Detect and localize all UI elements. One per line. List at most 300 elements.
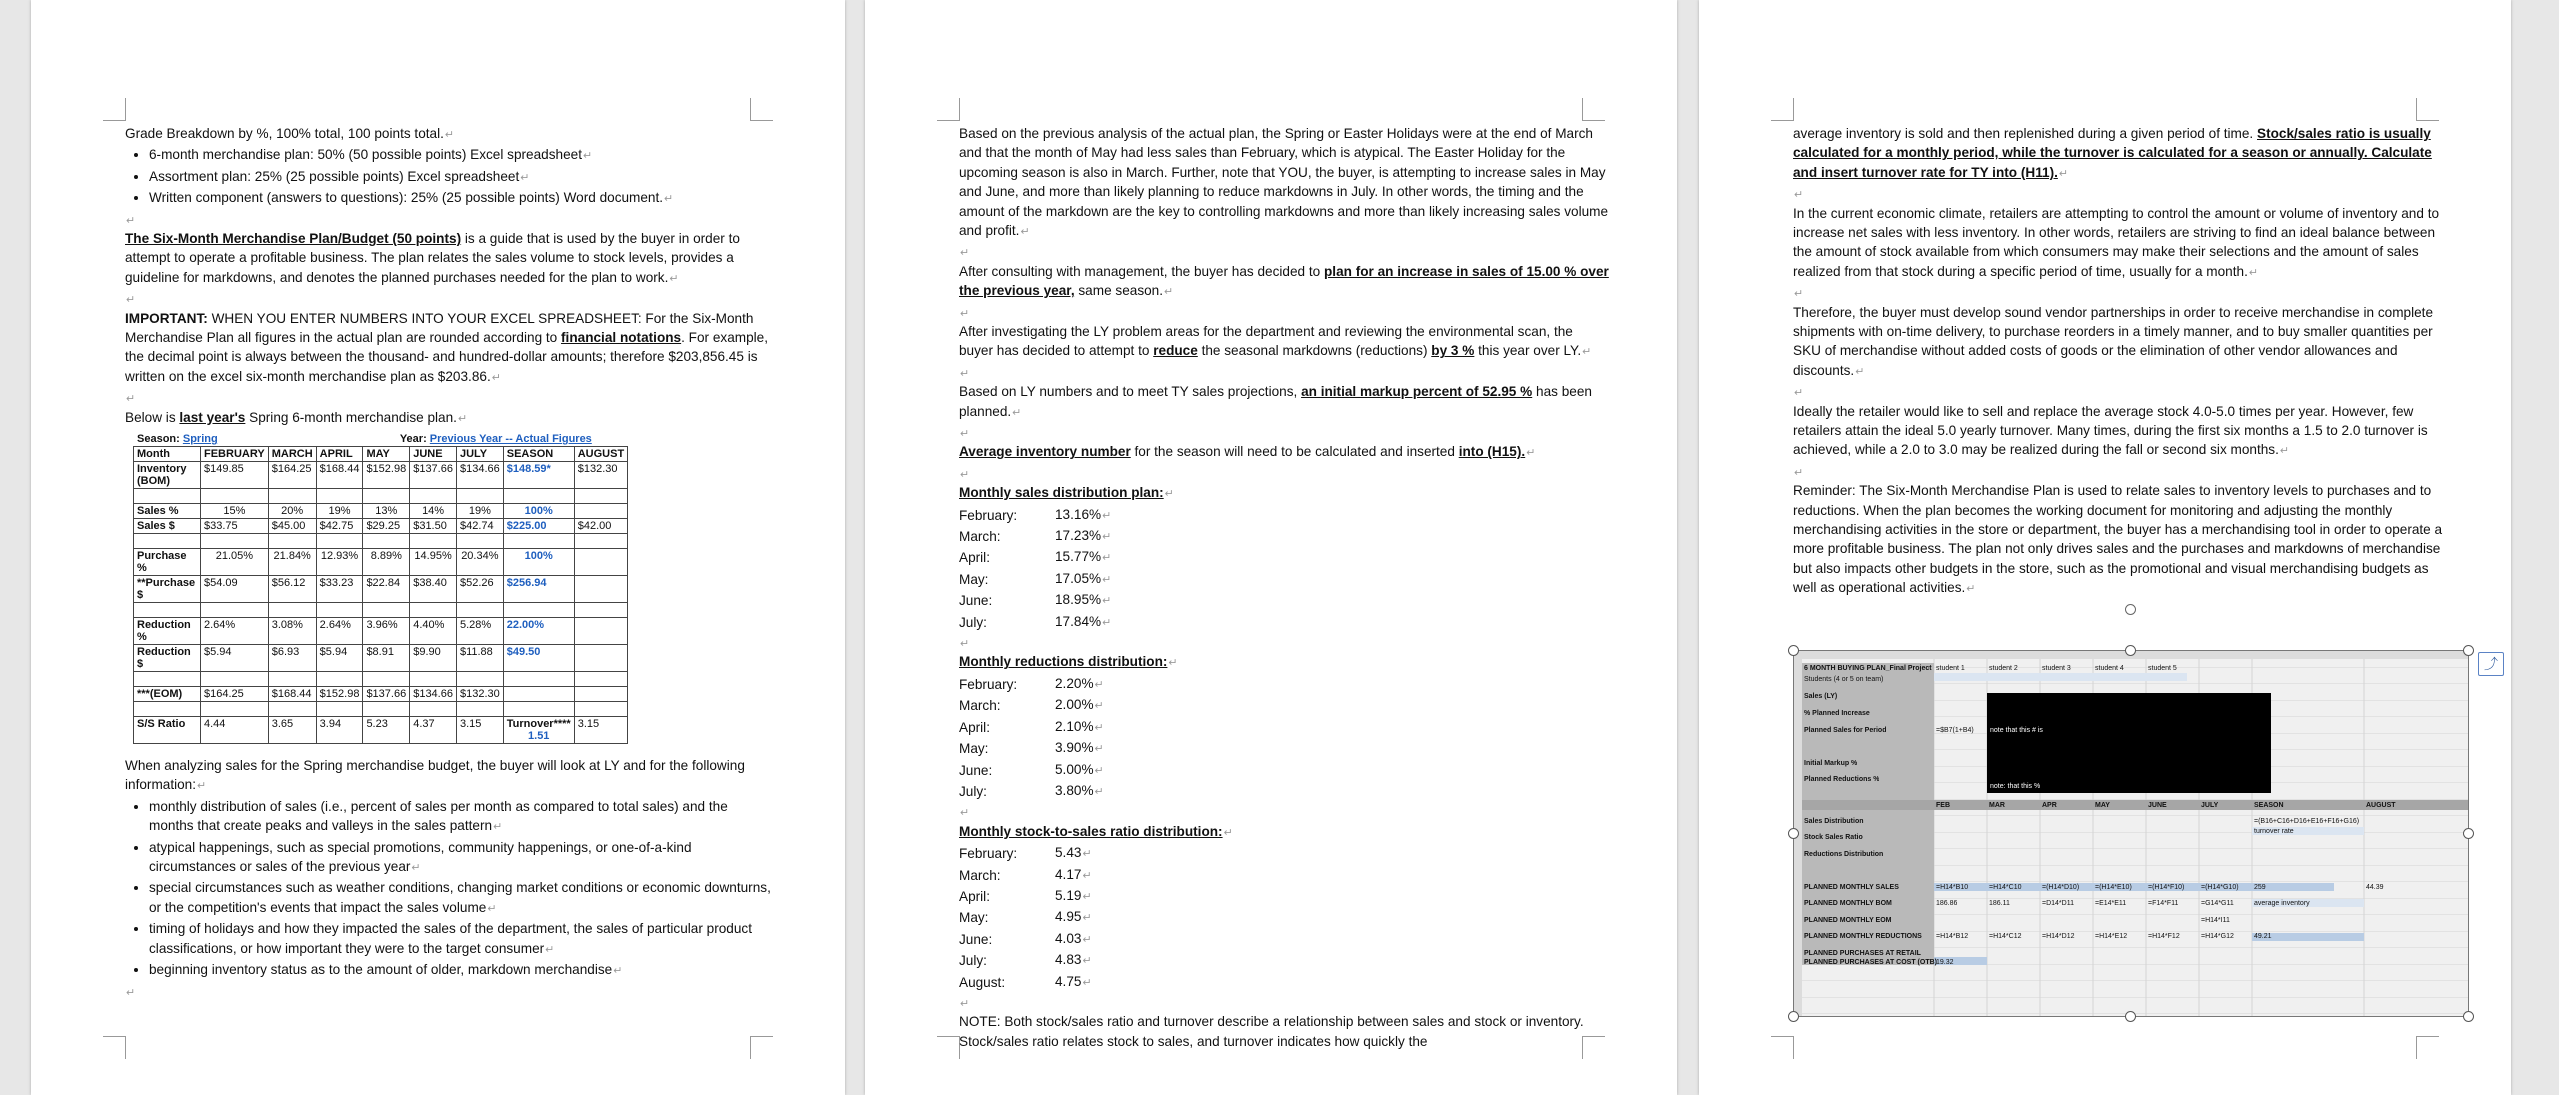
resize-handle[interactable] [2125, 1011, 2136, 1022]
table-cell: $42.00 [574, 519, 627, 534]
table-cell: 21.84% [268, 549, 316, 576]
excel-month-header: SEASON [2254, 802, 2284, 809]
table-cell: 8.89% [363, 549, 410, 576]
list-item [959, 886, 1092, 907]
table-cell [503, 687, 574, 702]
excel-row-label: Sales (LY) [1804, 693, 1838, 700]
excel-cell: =G14*G11 [2201, 900, 2234, 907]
vendor-paragraph: Therefore, the buyer must develop sound vendor partnerships in order to receive merchandise in complete shipments with on-time delivery, to purchase reorders in a timely manner, and to buy smaller quantities per SKU of merchandise without added costs of goods or the elimination of other vendor allowances and discounts.↵ [1793, 304, 2434, 378]
analysis-paragraph: Based on the previous analysis of the actual plan, the Spring or Easter Holidays were at the end of March and that the month of May had less sales than February, which is atypical. The Easter Holiday for the upcoming season is also in March. Further, note that YOU, the buyer, is attempting to increase sales in May and June, and more than likely planning to reduce markdowns in July. In other words, the timing and the amount of the markdown are the key to controlling markdowns and more than likely increasing sales volume and profit.↵ [959, 126, 1609, 239]
resize-handle[interactable] [1788, 645, 1799, 656]
dist-value-text: 3.90% [1055, 740, 1094, 756]
excel-cell: average inventory [2254, 900, 2310, 907]
table-cell: 14% [410, 504, 457, 519]
table-cell: $5.94 [201, 645, 269, 672]
dist-value: 5.00%↵ [1055, 761, 1104, 777]
table-cell [574, 618, 627, 645]
table-cell: 3.15 [456, 717, 503, 744]
stock-sales-ratio-list [959, 843, 1092, 993]
table-cell [268, 603, 316, 618]
excel-cell: =(H14*E10) [2095, 884, 2132, 891]
dist-value: 17.84%↵ [1055, 613, 1112, 629]
table-cell [316, 489, 363, 504]
excel-title: 6 MONTH BUYING PLAN_Final Project [1804, 665, 1932, 672]
below-paragraph: Below is last year's Spring 6-month merchandise plan.↵ [125, 409, 468, 425]
dist-value: 5.19↵ [1055, 887, 1092, 903]
excel-row-label: PLANNED PURCHASES AT RETAIL [1804, 950, 1921, 957]
excel-student: student 5 [2148, 665, 2177, 672]
excel-cell: =(H14*G10) [2201, 884, 2239, 891]
table-cell: 2.64% [201, 618, 269, 645]
table-cell [134, 603, 201, 618]
crop-mark [937, 98, 960, 121]
excel-formula: =$B7(1+B4) [1936, 727, 1974, 734]
document-page-3 [1699, 0, 2511, 1095]
excel-cell: =H14*B10 [1936, 884, 1969, 891]
table-cell: $29.25 [363, 519, 410, 534]
list-item [959, 717, 1104, 738]
table-cell [316, 603, 363, 618]
dist-value: 4.95↵ [1055, 909, 1092, 925]
table-cell: $8.91 [363, 645, 410, 672]
reductions-dist-title: Monthly reductions distribution:↵ [959, 654, 1178, 670]
dist-value-text: 18.95% [1055, 592, 1102, 608]
table-row [134, 717, 628, 744]
dist-month: March: [959, 529, 1001, 545]
excel-month-header: APR [2042, 802, 2057, 809]
table-cell [574, 603, 627, 618]
table-cell: $225.00 [503, 519, 574, 534]
document-page-2 [865, 0, 1677, 1095]
dist-value-text: 13.16% [1055, 506, 1102, 522]
dist-value: 2.10%↵ [1055, 718, 1104, 734]
excel-cell: =H14*B12 [1936, 933, 1969, 940]
page-1-body[interactable]: Grade Breakdown by %, 100% total, 100 points total.↵ • 6-month merchandise plan: 50% (50 possible points) Excel spreadsheet↵ • Assortment plan: 25% (25 possible points) Excel spreadsheet↵ • Written component (answers to questions): 25% (25 possible points) Word document.↵ ↵ The Six-Month Merchandise Plan/Budget (50 points) is a guide that is used by the buyer in order to attempt to operate a profitable business. The plan relates the sales volume to stock levels, provides a guideline for markdowns, and denotes the planned purchases needed for the plan to work.↵ ↵ IMPORTANT: WHEN YOU ENTER NUMBERS INTO YOUR EXCEL SPREADSHEET: For the Six-Month Merchandise Plan all figures in the actual plan are rounded according to financial notations. For example, the decimal point is always between the thousand- and hundred-dollar amounts; therefore $203,856.45 is written on the excel six-month merchandise plan as $203.86.↵ ↵ Below is last year's Spring 6-month merchandise plan.↵ Season: Spring Year: Previous Year -- Actual Figures Month FEBRUARY MARCH APRIL MAY JUNE JULY SEASON AUGUST Inventory (BOM) $149.85 $164.25 $168.44 $152.98 $137.66 $134.66 $148.59* $132.30 Sales % 15% 20% 19% 13% 14% 19% 100% Sales $ $33.75 $45.00 $42.75 $29.25 $31.50 $42.74 $225.00 $42.00 Purchase % 21.05% 21.84% 12.93% 8.89% 14.95% 20.34% 100% **Purchase $ $54.09 $56.12 $33.23 $22.84 $38.40 $52.26 $256.94 Reduction % 2.64% 3.08% 2.64% 3.96% 4.40% 5.28% 22.00% Reduction $ $5.94 $6.93 $5.94 $8.91 $9.90 $11.88 $49.50 ***(EOM) $164.25 $168.44 $152.98 $137.66 $134.66 $132.30 S/S Ratio 4.44 3.65 3.94 5.23 4.37 3.15 Turnover**** 1.51 3.15 When analyzing sales for the Spring merchandise budget, the buyer will look at LY and for the following information:↵ • monthly distribution of sales (i.e., percent of sales per month as compared to total sales) and the months that create peaks and valleys in the sales pattern↵ • atypical happenings, such as special promotions, community happenings, or one-of-a-kind circumstances or sales of the previous year↵ • special circumstances such as weather conditions, changing market conditions or economic downturns, or the competition's events that impact the sales volume↵ • timing of holidays and how they impacted the sales of the department, the sales of particular product classifications, or how important they were to the target consumer↵ • beginning inventory status as to the amount of older, markdown merchandise↵ ↵ [125, 124, 775, 1003]
resize-handle[interactable] [2463, 1011, 2474, 1022]
table-cell [574, 504, 627, 519]
table-header-cell: FEBRUARY [201, 447, 269, 462]
list-item: • 6-month merchandise plan: 50% (50 possible points) Excel spreadsheet↵ [149, 145, 775, 166]
table-cell: 20.34% [456, 549, 503, 576]
table-header-cell: Month [134, 447, 201, 462]
table-cell: Purchase % [134, 549, 201, 576]
crop-mark [750, 1036, 773, 1059]
table-row [134, 702, 628, 717]
document-page-1 [31, 0, 845, 1095]
table-cell [363, 534, 410, 549]
dist-value-text: 17.23% [1055, 528, 1102, 544]
excel-row-label: Stock Sales Ratio [1804, 834, 1863, 841]
table-row [134, 645, 628, 672]
table-cell [456, 672, 503, 687]
table-cell [574, 645, 627, 672]
dist-month: June: [959, 593, 993, 609]
table-cell: $33.75 [201, 519, 269, 534]
page-3-body[interactable]: average inventory is sold and then replenished during a given period of time. Stock/sales ratio is usually calculated for a monthly period, while the turnover is calculated for a season or annually. Calculate and insert turnover rate for TY into (H11).↵ ↵ In the current economic climate, retailers are attempting to control the amount or volume of inventory and to increase net sales with less inventory. In other words, retailers are striving to find an ideal balance between the amount of stock available from which consumers may make their selections and the amount of sales realized from that stock during a specific period of time, usually for a month.↵ ↵ Therefore, the buyer must develop sound vendor partnerships in order to receive merchandise in complete shipments with on-time delivery, to purchase reorders in a timely manner, and to buy smaller quantities per SKU of merchandise without added costs of goods or the elimination of other vendor allowances and discounts.↵ ↵ Ideally the retailer would like to sell and replace the average stock 4.0-5.0 times per year. However, few retailers attain the ideal 5.0 yearly turnover. Many times, during the first six months a 1.5 to 2.0 turnover is achieved, while a 2.0 to 3.0 may be realized during the fall or second six months.↵ ↵ Reminder: The Six-Month Merchandise Plan is used to relate sales to inventory levels to purchases and to reductions. When the plan becomes the working document for monitoring and adjusting the monthly merchandising activities in the store or department, the buyer has a merchandising tool in order to operate a more profitable business. The plan not only drives sales and the purchases and markdowns of merchandise but also impacts other budgets in the store, such as the promotional and visual merchandising budgets as well as operational activities.↵ [1793, 124, 2443, 600]
table-cell: $9.90 [410, 645, 457, 672]
page-2-body[interactable]: Based on the previous analysis of the actual plan, the Spring or Easter Holidays were at the end of March and that the month of May had less sales than February, which is atypical. The Easter Holiday for the upcoming season is also in March. Further, note that YOU, the buyer, is attempting to increase sales in May and June, and more than likely planning to reduce markdowns in July. In other words, the timing and the amount of the markdown are the key to controlling markdowns and more than likely increasing sales volume and profit.↵ ↵ After consulting with management, the buyer has decided to plan for an increase in sales of 15.00 % over the previous year, same season.↵ ↵ After investigating the LY problem areas for the department and reviewing the environmental scan, the buyer has decided to attempt to reduce the seasonal markdowns (reductions) by 3 % this year over LY.↵ ↵ Based on LY numbers and to meet TY sales projections, an initial markup percent of 52.95 % has been planned.↵ ↵ Average inventory number for the season will need to be calculated and inserted into (H15).↵ ↵ Monthly sales distribution plan:↵ February: 13.16%↵ March: 17.23%↵ April: 15.77%↵ May: 17.05%↵ June: 18.95%↵ July: 17.84%↵ ↵ Monthly reductions distribution:↵ February: 2.20%↵ March: 2.00%↵ April: 2.10%↵ May: 3.90%↵ June: 5.00%↵ July: 3.80%↵ ↵ Monthly stock-to-sales ratio distribution:↵ February: 5.43↵ March: 4.17↵ April: 5.19↵ May: 4.95↵ June: 4.03↵ July: 4.83↵ August: 4.75↵ ↵ NOTE: Both stock/sales ratio and turnover describe a relationship between sales and stock or inventory. Stock/sales ratio relates stock to sales, and turnover indicates how quickly the [959, 124, 1609, 1051]
table-cell [574, 702, 627, 717]
table-cell [410, 672, 457, 687]
excel-cell: 19.32 [1936, 959, 1954, 966]
crop-mark [2416, 98, 2439, 121]
excel-cell: =E14*E11 [2095, 900, 2127, 907]
table-row [134, 549, 628, 576]
list-item [959, 950, 1092, 971]
excel-student: student 4 [2095, 665, 2124, 672]
table-cell: $164.25 [268, 462, 316, 489]
grade-list [125, 145, 775, 209]
excel-note: note: that this % [1990, 783, 2041, 790]
table-cell [268, 702, 316, 717]
table-cell [456, 603, 503, 618]
ideal-turnover-paragraph: Ideally the retailer would like to sell and replace the average stock 4.0-5.0 times per year. However, few retailers attain the ideal 5.0 yearly turnover. Many times, during the first six months a 1.5 to 2.0 turnover is achieved, while a 2.0 to 3.0 may be realized during the fall or second six months.↵ [1793, 403, 2428, 458]
table-cell: 100% [503, 504, 574, 519]
excel-cell: =F14*F11 [2148, 900, 2179, 907]
table-cell: 3.15 [574, 717, 627, 744]
sales-increase-paragraph: After consulting with management, the buyer has decided to plan for an increase in sales of 15.00 % over the previous year, same season.↵ [959, 263, 1609, 299]
table-cell: 22.00% [503, 618, 574, 645]
table-cell: $54.09 [201, 576, 269, 603]
table-cell: S/S Ratio [134, 717, 201, 744]
table-cell [503, 489, 574, 504]
excel-month-header: JULY [2201, 802, 2219, 809]
smp-paragraph: The Six-Month Merchandise Plan/Budget (50 points) is a guide that is used by the buyer in order to attempt to operate a profitable business. The plan relates the sales volume to stock levels, provides a guideline for markdowns, and denotes the planned purchases needed for the plan to work.↵ [125, 231, 740, 285]
list-item: • timing of holidays and how they impacted the sales of the department, the sales of particular product classifications, or how important they were to the target consumer↵ [149, 919, 775, 960]
table-row [134, 519, 628, 534]
table-cell: $6.93 [268, 645, 316, 672]
excel-row-label: PLANNED MONTHLY BOM [1804, 900, 1892, 907]
list-item [959, 738, 1104, 759]
rotate-handle[interactable] [2125, 604, 2136, 615]
list-item [959, 526, 1111, 547]
excel-cell: =D14*D11 [2042, 900, 2074, 907]
table-cell: Reduction % [134, 618, 201, 645]
table-cell: 13% [363, 504, 410, 519]
excel-row-label: PLANNED MONTHLY SALES [1804, 884, 1899, 891]
dist-value-text: 4.03 [1055, 930, 1082, 946]
excel-month-header: JUNE [2148, 802, 2167, 809]
excel-formula: =(B16+C16+D16+E16+F16+G16) [2254, 818, 2360, 825]
list-item [959, 843, 1092, 864]
economic-paragraph: In the current economic climate, retailers are attempting to control the amount or volume of inventory and to increase net sales with less inventory. In other words, retailers are striving to find an ideal balance between the amount of stock available from which consumers may make their selections and the amount of sales realized from that stock during a specific period of time, usually for a month.↵ [1793, 205, 2440, 279]
dist-month: July: [959, 783, 987, 799]
table-cell [456, 489, 503, 504]
dist-value: 15.77%↵ [1055, 549, 1112, 565]
ly-merchandise-plan-table [133, 446, 628, 744]
dist-month: April: [959, 888, 990, 904]
table-cell: 14.95% [410, 549, 457, 576]
table-cell: $137.66 [410, 462, 457, 489]
table-cell [503, 534, 574, 549]
table-cell [574, 687, 627, 702]
excel-note: note that this # is [1990, 727, 2043, 734]
table-cell: Turnover**** 1.51 [503, 717, 574, 744]
list-item [959, 547, 1111, 568]
excel-row-label: Planned Reductions % [1804, 776, 1880, 783]
table-cell: $164.25 [201, 687, 269, 702]
dist-value-text: 2.00% [1055, 697, 1094, 713]
dist-value-text: 5.43 [1055, 845, 1082, 861]
table-cell: Inventory (BOM) [134, 462, 201, 489]
table-cell [268, 534, 316, 549]
note-paragraph: NOTE: Both stock/sales ratio and turnover describe a relationship between sales and stock or inventory. Stock/sales ratio relates stock to sales, and turnover indicates how quickly the [959, 1014, 1584, 1049]
table-cell [134, 534, 201, 549]
important-paragraph: IMPORTANT: WHEN YOU ENTER NUMBERS INTO YOUR EXCEL SPREADSHEET: For the Six-Month Merchandise Plan all figures in the actual plan are rounded according to financial notations. For example, the decimal point is always between the thousand- and hundred-dollar amounts; therefore $203,856.45 is written on the excel six-month merchandise plan as $203.86.↵ [125, 310, 769, 384]
dist-value-text: 5.00% [1055, 761, 1094, 777]
list-item: • monthly distribution of sales (i.e., percent of sales per month as compared to total sales) and the months that create peaks and valleys in the sales pattern↵ [149, 797, 775, 838]
table-cell [456, 534, 503, 549]
dist-value-text: 2.20% [1055, 675, 1094, 691]
dist-value: 4.75↵ [1055, 973, 1092, 989]
excel-row-label: PLANNED PURCHASES AT COST (OTB) [1804, 959, 1937, 966]
table-cell: 4.44 [201, 717, 269, 744]
dist-value: 17.23%↵ [1055, 528, 1112, 544]
dist-value-text: 4.17 [1055, 866, 1082, 882]
list-item [959, 612, 1111, 633]
dist-value-text: 4.83 [1055, 952, 1082, 968]
table-cell [574, 534, 627, 549]
list-item: • Assortment plan: 25% (25 possible points) Excel spreadsheet↵ [149, 167, 775, 188]
table-cell: 100% [503, 549, 574, 576]
table-cell: $38.40 [410, 576, 457, 603]
table-cell [363, 672, 410, 687]
table-cell [410, 489, 457, 504]
table-header-cell: MAY [363, 447, 410, 462]
excel-cell: 186.86 [1936, 900, 1958, 907]
analysis-intro: When analyzing sales for the Spring merchandise budget, the buyer will look at LY and for the following information:↵ [125, 758, 745, 793]
reminder-paragraph: Reminder: The Six-Month Merchandise Plan is used to relate sales to inventory levels to purchases and to reductions. When the plan becomes the working document for monitoring and adjusting the monthly merchandising activities in the store or department, the buyer has a merchandising tool in order to operate a more profitable business. The plan not only drives sales and the purchases and markdowns of merchandise but also impacts other budgets in the store, such as the promotional and visual merchandising budgets as well as operational activities.↵ [1793, 483, 2443, 596]
dist-month: July: [959, 953, 987, 969]
table-cell [268, 489, 316, 504]
table-cell: $256.94 [503, 576, 574, 603]
table-row [134, 534, 628, 549]
table-cell: $149.85 [201, 462, 269, 489]
table-cell [363, 702, 410, 717]
list-item [959, 929, 1092, 950]
table-header-cell: SEASON [503, 447, 574, 462]
table-cell: **Purchase $ [134, 576, 201, 603]
crop-mark [1771, 98, 1794, 121]
markup-paragraph: Based on LY numbers and to meet TY sales projections, an initial markup percent of 52.95 % has been planned.↵ [959, 384, 1592, 419]
excel-cell: =H14*C10 [1989, 884, 2022, 891]
table-header-cell: JULY [456, 447, 503, 462]
crop-mark [103, 98, 126, 121]
dist-month: February: [959, 676, 1018, 692]
excel-cell: =H14*C12 [1989, 933, 2022, 940]
reductions-distribution-list [959, 674, 1104, 802]
avg-inventory-paragraph: Average inventory number for the season will need to be calculated and inserted into (H15).↵ [959, 444, 1536, 460]
table-cell [574, 549, 627, 576]
dist-value: 4.83↵ [1055, 952, 1092, 968]
dist-value-text: 4.95 [1055, 909, 1082, 925]
table-cell: 4.37 [410, 717, 457, 744]
excel-month-header: FEB [1936, 802, 1950, 809]
list-item [959, 590, 1111, 611]
dist-month: May: [959, 910, 989, 926]
list-item [959, 781, 1104, 802]
list-item [959, 569, 1111, 590]
excel-cell: 44.39 [2366, 884, 2384, 891]
embedded-excel-object[interactable] [1793, 650, 2469, 1017]
list-item: • beginning inventory status as to the amount of older, markdown merchandise↵ [149, 960, 775, 981]
dist-value-text: 17.05% [1055, 570, 1102, 586]
excel-cell: =(H14*F10) [2148, 884, 2185, 891]
layout-options-icon[interactable]: ⤴ [2478, 652, 2504, 676]
excel-row-label: Sales Distribution [1804, 818, 1864, 825]
crop-mark [937, 1036, 960, 1059]
excel-row-label: Planned Sales for Period [1804, 727, 1887, 734]
dist-month: June: [959, 931, 993, 947]
table-cell: 3.96% [363, 618, 410, 645]
table-cell [410, 603, 457, 618]
excel-note: turnover rate [2254, 828, 2294, 835]
table-cell: $33.23 [316, 576, 363, 603]
resize-handle[interactable] [2463, 645, 2474, 656]
table-cell: $168.44 [316, 462, 363, 489]
excel-month-header: AUGUST [2366, 802, 2396, 809]
table-cell: $168.44 [268, 687, 316, 702]
excel-row-label: PLANNED MONTHLY EOM [1804, 917, 1892, 924]
dist-value-text: 5.19 [1055, 887, 1082, 903]
table-cell: 20% [268, 504, 316, 519]
table-cell: $152.98 [363, 462, 410, 489]
table-row [134, 462, 628, 489]
excel-student: student 1 [1936, 665, 1965, 672]
table-cell: $137.66 [363, 687, 410, 702]
resize-handle[interactable] [1788, 1011, 1799, 1022]
table-row [134, 504, 628, 519]
table-cell [201, 702, 269, 717]
dist-value: 3.80%↵ [1055, 782, 1104, 798]
table-cell: 21.05% [201, 549, 269, 576]
table-cell: ***(EOM) [134, 687, 201, 702]
table-cell [134, 672, 201, 687]
table-cell: 3.65 [268, 717, 316, 744]
dist-value-text: 3.80% [1055, 782, 1094, 798]
table-cell [316, 672, 363, 687]
table-cell [201, 603, 269, 618]
table-cell [363, 489, 410, 504]
table-cell [363, 603, 410, 618]
resize-handle[interactable] [1788, 828, 1799, 839]
table-row [134, 576, 628, 603]
table-cell [134, 702, 201, 717]
dist-value: 4.03↵ [1055, 930, 1092, 946]
table-cell [456, 702, 503, 717]
list-item [959, 674, 1104, 695]
table-cell [201, 672, 269, 687]
table-cell: 4.40% [410, 618, 457, 645]
table-header-cell: JUNE [410, 447, 457, 462]
table-cell: $31.50 [410, 519, 457, 534]
table-cell: $42.74 [456, 519, 503, 534]
table-cell [503, 603, 574, 618]
table-cell: 15% [201, 504, 269, 519]
table-cell: 5.28% [456, 618, 503, 645]
table-cell: $52.26 [456, 576, 503, 603]
dist-value-text: 17.84% [1055, 613, 1102, 629]
table-cell [574, 489, 627, 504]
dist-month: March: [959, 698, 1001, 714]
table-cell [574, 672, 627, 687]
dist-value: 13.16%↵ [1055, 506, 1112, 522]
dist-month: April: [959, 550, 990, 566]
dist-month: July: [959, 614, 987, 630]
dist-value: 18.95%↵ [1055, 592, 1112, 608]
excel-cell: =(H14*D10) [2042, 884, 2080, 891]
dist-value: 4.17↵ [1055, 866, 1092, 882]
table-cell: Sales % [134, 504, 201, 519]
excel-row-label: PLANNED MONTHLY REDUCTIONS [1804, 933, 1922, 940]
dist-value-text: 15.77% [1055, 549, 1102, 565]
table-cell: $22.84 [363, 576, 410, 603]
dist-value-text: 4.75 [1055, 973, 1082, 989]
excel-cell: =H14*I11 [2201, 917, 2230, 924]
table-cell: $148.59* [503, 462, 574, 489]
dist-value: 3.90%↵ [1055, 740, 1104, 756]
list-item: • Written component (answers to questions): 25% (25 possible points) Word document.↵ [149, 188, 775, 209]
table-cell: $5.94 [316, 645, 363, 672]
excel-student: student 3 [2042, 665, 2071, 672]
crop-mark [103, 1036, 126, 1059]
turnover-paragraph: average inventory is sold and then replenished during a given period of time. Stock/sales ratio is usually calculated for a monthly period, while the turnover is calculated for a season or annually. Calculate and insert turnover rate for TY into (H11).↵ [1793, 126, 2432, 180]
table-cell: 3.94 [316, 717, 363, 744]
crop-mark [1771, 1036, 1794, 1059]
table-cell [201, 534, 269, 549]
excel-cell: 49.21 [2254, 933, 2272, 940]
dist-month: April: [959, 719, 990, 735]
table-row [134, 603, 628, 618]
resize-handle[interactable] [2463, 828, 2474, 839]
list-item [959, 907, 1092, 928]
list-item [959, 865, 1092, 886]
table-cell: $42.75 [316, 519, 363, 534]
table-cell: 19% [456, 504, 503, 519]
table-cell: 3.08% [268, 618, 316, 645]
list-item: • special circumstances such as weather conditions, changing market conditions or economic downturns, or the competition's events that impact the sales volume↵ [149, 878, 775, 919]
table-cell: $56.12 [268, 576, 316, 603]
table-row [134, 687, 628, 702]
analysis-list [125, 797, 775, 982]
dist-month: March: [959, 867, 1001, 883]
table-cell: $49.50 [503, 645, 574, 672]
excel-student: student 2 [1989, 665, 2018, 672]
table-cell [574, 576, 627, 603]
dist-month: February: [959, 507, 1018, 523]
table-cell [503, 672, 574, 687]
table-cell [410, 702, 457, 717]
sales-dist-title: Monthly sales distribution plan:↵ [959, 485, 1174, 501]
crop-mark [2416, 1036, 2439, 1059]
excel-cell: =H14*G12 [2201, 933, 2234, 940]
table-cell: $45.00 [268, 519, 316, 534]
table-cell [316, 702, 363, 717]
table-cell [201, 489, 269, 504]
table-cell: Sales $ [134, 519, 201, 534]
excel-row-label: Reductions Distribution [1804, 851, 1884, 858]
table-cell [134, 489, 201, 504]
dist-month: June: [959, 762, 993, 778]
excel-row-label: % Planned Increase [1804, 710, 1870, 717]
table-header-cell: MARCH [268, 447, 316, 462]
table-cell: Reduction $ [134, 645, 201, 672]
excel-month-header: MAY [2095, 802, 2110, 809]
table-row [134, 618, 628, 645]
table-cell: 5.23 [363, 717, 410, 744]
crop-mark [750, 98, 773, 121]
resize-handle[interactable] [2125, 645, 2136, 656]
